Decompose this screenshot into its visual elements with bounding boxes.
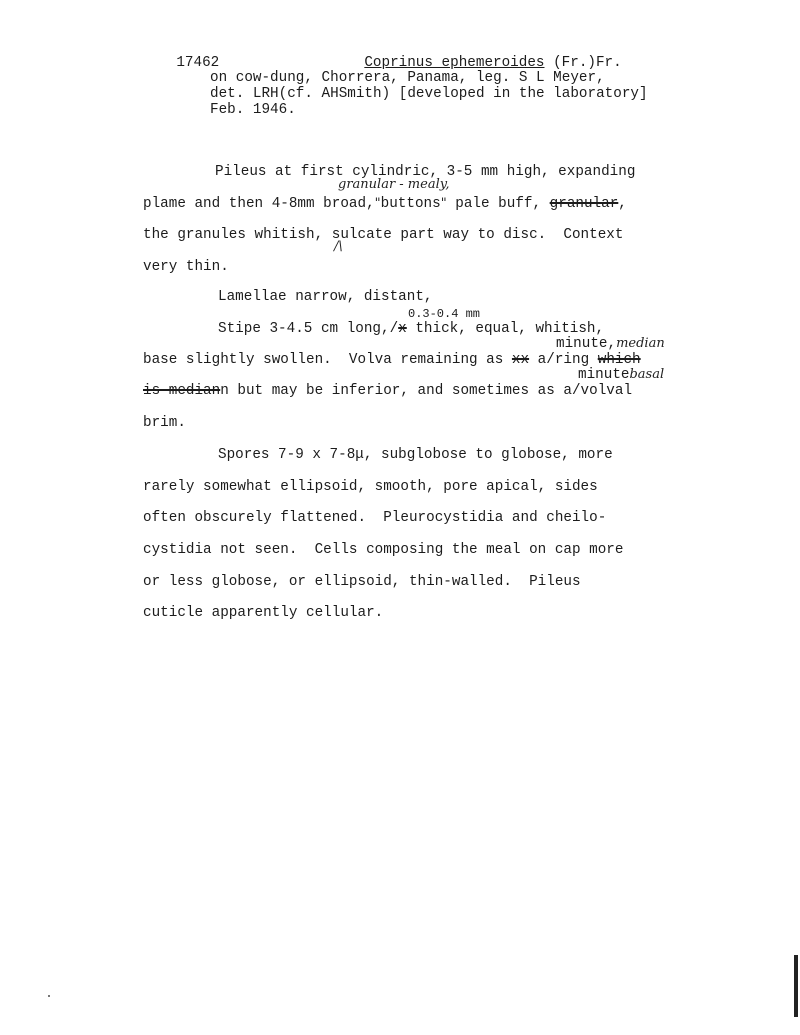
struck-word: x — [398, 321, 407, 337]
species-name: Coprinus ephemeroides — [364, 55, 545, 71]
pileus-line-3a: the granules whitish, — [143, 227, 324, 243]
stipe-insert-measure: 0.3-0.4 mm — [408, 307, 481, 321]
pileus-line-2b: buttons — [380, 196, 441, 212]
spores-line-2: rarely somewhat ellipsoid, smooth, pore apical, sides — [143, 479, 598, 495]
pileus-line-3 — [143, 226, 623, 244]
specimen-number: 17462 — [176, 55, 220, 71]
typed-insert: minute — [578, 367, 630, 383]
spores-line-3: often obscurely flattened. Pleurocystidia and cheilo- — [143, 510, 607, 526]
pileus-line-4: very thin. — [143, 259, 229, 275]
pileus-handwritten-insert: granular - mealy, — [338, 177, 450, 192]
pileus-line-2a: plame and then 4-8mm broad, — [143, 196, 375, 212]
struck-word: granular — [549, 196, 619, 212]
stipe-line-3 — [143, 382, 632, 400]
pileus-line-1: Pileus at first cylindric, 3-5 mm high, expanding — [215, 164, 636, 180]
stipe-line-3b: n but may be inferior, and sometimes as a/volval — [220, 383, 633, 399]
struck-word: which — [597, 352, 641, 368]
spores-line-5: or less globose, or ellipsoid, thin-walled. Pileus — [143, 574, 581, 590]
typed-insert: minute, — [556, 336, 617, 352]
scan-edge-mark — [794, 955, 798, 1017]
pileus-line-2d: , — [618, 196, 627, 212]
handwritten-insert: median — [616, 336, 665, 351]
header-line — [142, 36, 219, 90]
quote-mark: " — [440, 196, 447, 211]
stipe-line-1 — [218, 320, 604, 338]
spores-line-4: cystidia not seen. Cells composing the meal on cap more — [143, 542, 624, 558]
pileus-line-2c: pale buff, — [446, 196, 550, 212]
collection-line-3: Feb. 1946. — [210, 102, 296, 118]
species-authority: (Fr.)Fr. — [544, 55, 622, 71]
spores-line-1: Spores 7-9 x 7-8μ, subglobose to globose, more — [218, 447, 613, 463]
collection-line-2: det. LRH(cf. AHSmith) [developed in the laboratory] — [210, 86, 648, 102]
stipe-line-2b: a/ring — [529, 352, 598, 368]
stipe-line-2 — [143, 351, 641, 369]
insertion-caret: /\ — [334, 239, 343, 254]
struck-word: is median — [143, 383, 221, 399]
scan-speck — [48, 995, 50, 997]
spores-line-6: cuticle apparently cellular. — [143, 605, 384, 621]
lamellae-line: Lamellae narrow, distant, — [218, 289, 433, 305]
stipe-line-4: brim. — [143, 415, 186, 431]
collection-line-1: on cow-dung, Chorrera, Panama, leg. S L Meyer, — [210, 70, 605, 86]
pileus-line-2 — [143, 195, 627, 213]
quote-mark: " — [374, 196, 381, 211]
handwritten-insert: basal — [629, 367, 665, 382]
stipe-line-2a: base slightly swollen. Volva remaining as — [143, 352, 512, 368]
pileus-line-3b: sulcate part way to disc. Context — [323, 227, 624, 243]
stipe-line-1a: Stipe 3-4.5 cm long,/ — [218, 321, 399, 337]
stipe-line-1b: thick, equal, whitish, — [406, 321, 605, 337]
struck-word: xx — [511, 352, 530, 368]
